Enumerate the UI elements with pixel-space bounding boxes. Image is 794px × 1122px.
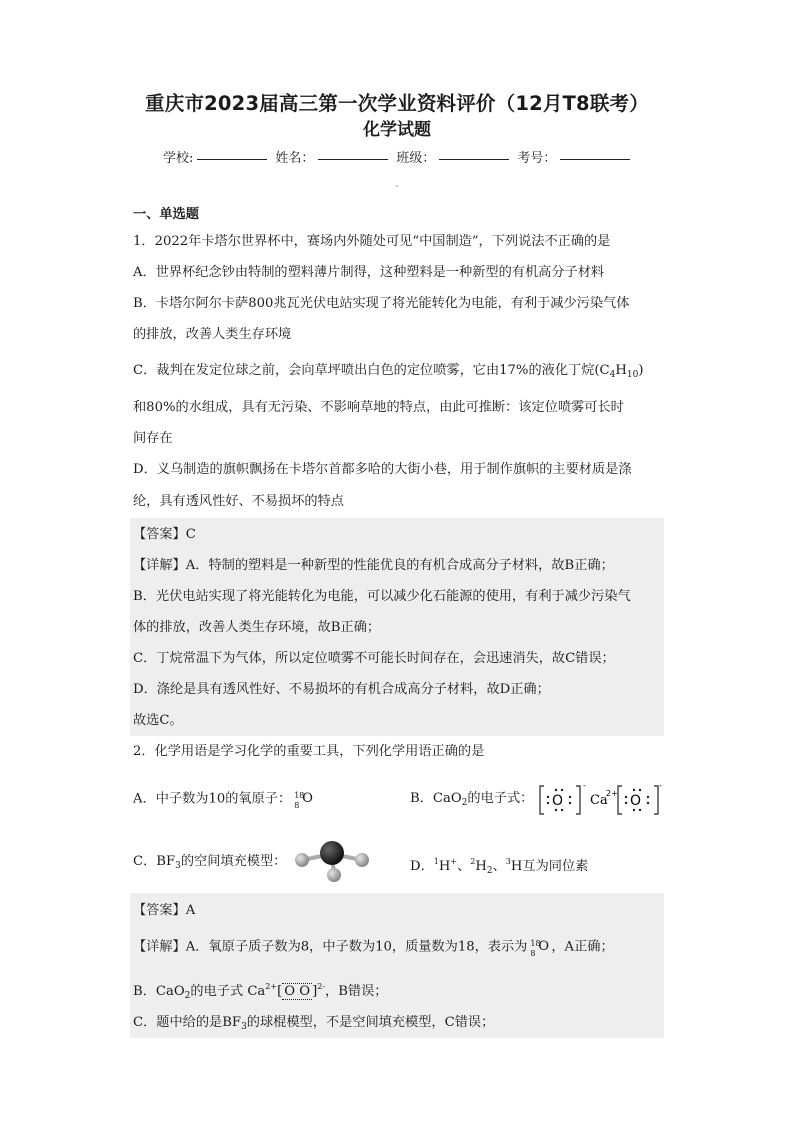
bracket-right-1 (576, 786, 580, 814)
q2-d-text: D． (410, 859, 434, 874)
peroxide-lewis-inline: O O (284, 984, 311, 999)
anion-charge-1: - (583, 782, 586, 790)
section-title: 一、单选题 (133, 207, 199, 222)
anion-charge-2: - (659, 782, 662, 790)
oxygen-symbol-2: O (630, 793, 642, 809)
q2-a-text: A．中子数为10的氧原子： (133, 791, 292, 807)
page-title: 重庆市2023届高三第一次学业资料评价（12月T8联考） (145, 92, 649, 115)
q1-c-text: C．裁判在发定位球之前，会向草坪喷出白色的定位喷雾，它由17%的液化丁烷( (133, 363, 600, 378)
q2-explanation-1: 【详解】A．氧原子质子数为8，中子数为10，质量数为18，表示为 18 8 O ，A正确； (133, 939, 614, 958)
q2-option-c: C．$BF_3$的空间填充模型： (133, 854, 287, 871)
q1-stem: 1．2022年卡塔尔世界杯中，赛场内外随处可见“中国制造”，下列说法不正确的是 (133, 234, 611, 249)
q1-explanation-4: C．丁烷常温下为气体，所以定位喷雾不可能长时间存在，会迅速消失，故C错误； (133, 651, 615, 666)
bracket-left-2 (618, 786, 622, 814)
oxygen-isotope-explanation: 18 8 O (530, 939, 550, 958)
q2-explanation-2: B．CaO$_2$的电子式 $Ca^{2+}$[ O O ]$^{2-}$，B错误； (133, 982, 388, 1001)
q1-option-d-line1: D．义乌制造的旗帜飘扬在卡塔尔首都多哈的大街小巷，用于制作旗帜的主要材质是涤 (133, 462, 632, 477)
q2-option-d: D．$^1$H+、$^2H_2$、$^3$H互为同位素 (410, 857, 589, 876)
calcium-charge: 2+ (606, 789, 618, 798)
class-blank[interactable] (439, 147, 509, 160)
q2-option-a (133, 790, 315, 809)
school-label: 学校: (163, 151, 194, 166)
q2-stem: 2．化学用语是学习化学的重要工具，下列化学用语正确的是 (133, 744, 485, 759)
q1-explanation-1: 【详解】A．特制的塑料是一种新型的性能优良的有机合成高分子材料，故B正确； (133, 558, 614, 573)
formula-c-sub: 4 (609, 370, 616, 380)
exam-number-blank[interactable] (560, 147, 630, 160)
exam-number-label: 考号： (517, 151, 557, 166)
class-label: 班级： (396, 151, 436, 166)
oxygen-symbol-1: O (552, 793, 564, 809)
q1-explanation-3: 体的排放，改善人类生存环境，故B正确； (133, 620, 381, 635)
q1-option-c-line2: 和80%的水组成，具有无污染、不影响草地的特点，由此可推断：该定位喷雾可长时 (133, 400, 624, 415)
student-info-fields (163, 147, 634, 166)
name-label: 姓名： (275, 151, 315, 166)
bracket-left-1 (540, 786, 544, 814)
q1-answer: 【答案】C (133, 527, 196, 542)
q2-answer: 【答案】A (133, 903, 196, 918)
cao2-lewis-structure (538, 782, 664, 818)
formula-h-sub: 10 (626, 370, 639, 380)
fluorine-atom-left (295, 853, 309, 867)
formula-c: C (599, 363, 610, 378)
scan-dot (396, 185, 398, 187)
name-blank[interactable] (318, 147, 388, 160)
q1-option-b-line1: B．卡塔尔阿尔卡萨800兆瓦光伏电站实现了将光能转化为电能，有利于减少污染气体 (133, 296, 630, 311)
fluorine-atom-right (355, 853, 369, 867)
q1-option-d-line2: 纶，具有透风性好、不易损坏的特点 (133, 494, 344, 509)
q1-explanation-2: B．光伏电站实现了将光能转化为电能，可以减少化石能源的使用，有利于减少污染气 (133, 589, 631, 604)
q2-explanation-3: C．题中给的是$BF_3$的球棍模型，不是空间填充模型，C错误； (133, 1015, 495, 1032)
q1-option-b-line2: 的排放，改善人类生存环境 (133, 327, 292, 342)
school-blank[interactable] (197, 147, 267, 160)
formula-h: H (615, 363, 627, 378)
page-subtitle: 化学试题 (363, 120, 431, 140)
q1-option-c-line1 (133, 362, 644, 384)
oxygen-isotope: 18 8 O (294, 791, 313, 810)
calcium-symbol: Ca (590, 793, 608, 808)
q2-c-text: C．BF (133, 854, 176, 869)
boron-atom (320, 841, 344, 865)
q1-explanation-5: D．涤纶是具有透风性好、不易损坏的有机合成高分子材料，故D正确； (133, 682, 550, 697)
q1-option-a: A．世界杯纪念钞由特制的塑料薄片制得，这种塑料是一种新型的有机高分子材料 (133, 265, 605, 280)
q1-c-close: ) (638, 363, 644, 378)
q1-explanation-6: 故选C。 (133, 713, 183, 728)
q2-option-b: B．CaO$_2$的电子式： (410, 791, 534, 808)
fluorine-atom-bottom (327, 868, 341, 882)
q2-b-text: B．CaO (410, 791, 462, 806)
bracket-right-2 (654, 786, 658, 814)
bf3-ball-stick-model (292, 838, 374, 884)
q1-option-c-line3: 间存在 (133, 431, 173, 446)
